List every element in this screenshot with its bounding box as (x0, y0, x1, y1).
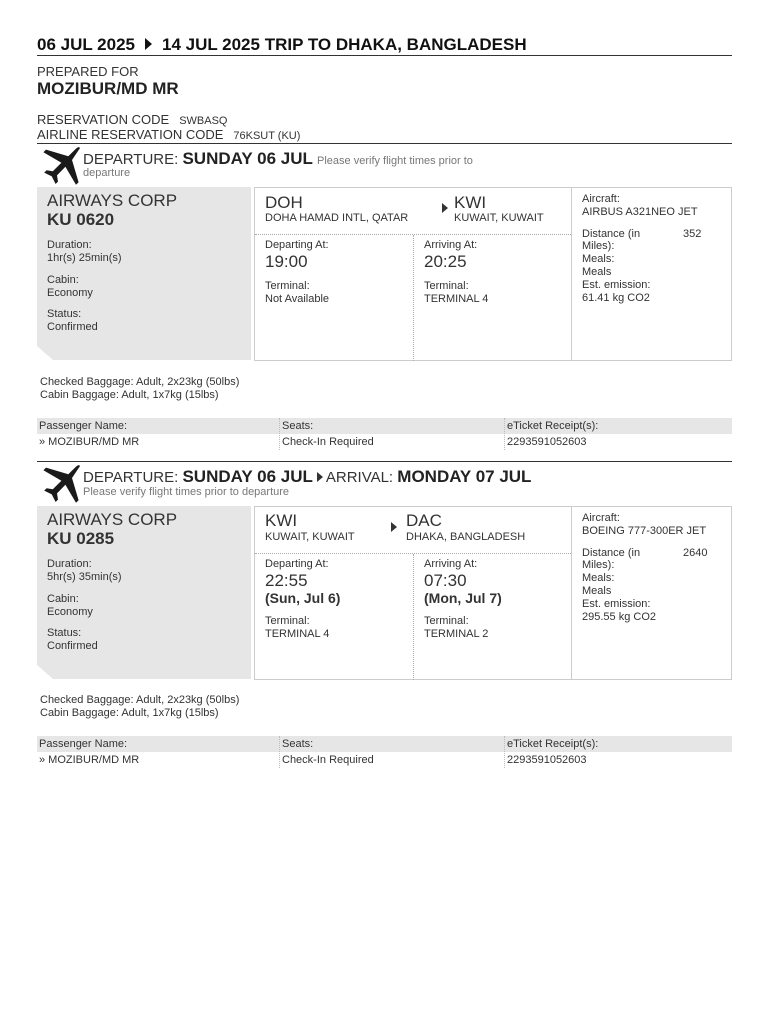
airline-name: AIRWAYS CORP (47, 510, 178, 529)
eticket-header: eTicket Receipt(s): (507, 420, 599, 432)
column-divider (504, 418, 505, 450)
arrival-terminal: TERMINAL 2 (424, 628, 489, 640)
distance-label-unit: Miles): (582, 240, 615, 252)
departing-time: 22:55 (265, 571, 308, 590)
arriving-time: 07:30 (424, 571, 467, 590)
eticket-header: eTicket Receipt(s): (507, 738, 599, 750)
arrival-terminal: TERMINAL 4 (424, 293, 489, 305)
aircraft-label: Aircraft: (582, 193, 620, 205)
route-arrow-icon (391, 522, 397, 532)
passenger-table-header (37, 736, 732, 752)
passenger-table (37, 736, 732, 768)
trip-end-title: 14 JUL 2025 TRIP TO DHAKA, BANGLADESH (161, 35, 527, 54)
route-times-box (254, 506, 572, 680)
departure-heading (83, 467, 531, 487)
duration-label: Duration: (47, 239, 92, 251)
eticket-cell: 2293591052603 (507, 436, 587, 448)
departure-terminal-label: Terminal: (265, 280, 310, 292)
prepared-for-label: PREPARED FOR (37, 64, 139, 79)
trip-title (37, 35, 732, 56)
status-value: Confirmed (47, 640, 98, 652)
distance-value: 2640 (683, 547, 708, 559)
status-label: Status: (47, 627, 82, 639)
departing-at-label: Departing At: (265, 558, 329, 570)
airline-info-box (37, 187, 251, 360)
airline-reservation-code-label: AIRLINE RESERVATION CODE (37, 127, 224, 142)
departure-terminal-label: Terminal: (265, 615, 310, 627)
airplane-icon (39, 465, 81, 505)
corner-fold (37, 665, 53, 679)
seats-cell: Check-In Required (282, 754, 374, 766)
flight-segment-1 (37, 143, 732, 453)
flight-number: KU 0620 (47, 210, 115, 229)
cabin-label: Cabin: (47, 593, 79, 605)
checked-baggage: Checked Baggage: Adult, 2x23kg (50lbs) (40, 376, 240, 388)
passenger-table-header (37, 418, 732, 434)
airline-reservation-code-value: 76KSUT (KU) (233, 130, 301, 142)
duration-label: Duration: (47, 558, 92, 570)
duration-value: 5hr(s) 35min(s) (47, 571, 122, 583)
column-divider (279, 736, 280, 768)
destination-city: KUWAIT, KUWAIT (454, 212, 544, 224)
origin-city: KUWAIT, KUWAIT (265, 531, 355, 543)
departing-time: 19:00 (265, 252, 308, 271)
cabin-label: Cabin: (47, 274, 79, 286)
departure-heading (83, 149, 473, 169)
arrival-label: ARRIVAL: (325, 469, 394, 486)
route-row (255, 507, 571, 554)
verify-note: Please verify flight times prior to (317, 155, 473, 167)
distance-label-unit: Miles): (582, 559, 615, 571)
origin-code: KWI (265, 511, 298, 530)
departure-label: DEPARTURE: (83, 151, 179, 168)
aircraft-value: BOEING 777-300ER JET (582, 525, 707, 537)
departure-day: SUNDAY 06 JUL (182, 467, 313, 486)
route-arrow-icon (442, 203, 448, 213)
destination-code: DAC (406, 511, 442, 530)
aircraft-value: AIRBUS A321NEO JET (582, 206, 698, 218)
emission-value: 61.41 kg CO2 (582, 292, 650, 304)
route-row (255, 188, 571, 235)
segment-divider (37, 143, 732, 144)
passenger-table (37, 418, 732, 450)
departure-terminal: Not Available (265, 293, 330, 305)
cabin-baggage: Cabin Baggage: Adult, 1x7kg (15lbs) (40, 707, 219, 719)
emission-label: Est. emission: (582, 279, 651, 291)
passenger-name-header: Passenger Name: (39, 420, 128, 432)
flight-number: KU 0285 (47, 529, 115, 548)
departing-date: (Sun, Jul 6) (265, 590, 341, 606)
seats-header: Seats: (282, 738, 314, 750)
seats-cell: Check-In Required (282, 436, 374, 448)
cabin-value: Economy (47, 606, 93, 618)
passenger-name-cell: » MOZIBUR/MD MR (39, 754, 140, 766)
departure-day: SUNDAY 06 JUL (182, 149, 313, 168)
column-divider (413, 235, 414, 361)
passenger-name: MOZIBUR/MD MR (37, 79, 179, 98)
reservation-code-row (37, 112, 228, 127)
corner-fold (37, 346, 53, 360)
status-label: Status: (47, 308, 82, 320)
aircraft-label: Aircraft: (582, 512, 620, 524)
column-divider (413, 554, 414, 680)
verify-note: Please verify flight times prior to departure (83, 486, 290, 498)
flight-segment-2 (37, 461, 732, 781)
play-arrow-icon (317, 472, 323, 482)
arrival-day: MONDAY 07 JUL (397, 467, 532, 486)
aircraft-info-box (571, 187, 732, 361)
departing-at-label: Departing At: (265, 239, 329, 251)
departure-terminal: TERMINAL 4 (265, 628, 330, 640)
arrival-terminal-label: Terminal: (424, 280, 469, 292)
origin-city: DOHA HAMAD INTL, QATAR (265, 212, 409, 224)
seats-header: Seats: (282, 420, 314, 432)
cabin-baggage: Cabin Baggage: Adult, 1x7kg (15lbs) (40, 389, 219, 401)
arriving-date: (Mon, Jul 7) (424, 590, 502, 606)
verify-note-continued: departure (83, 167, 131, 179)
trip-start-date: 06 JUL 2025 (37, 35, 135, 54)
departure-label: DEPARTURE: (83, 469, 179, 486)
airline-reservation-code-row (37, 127, 300, 142)
play-arrow-icon (145, 38, 152, 50)
eticket-cell: 2293591052603 (507, 754, 587, 766)
distance-label: Distance (in (582, 547, 641, 559)
meals-value: Meals (582, 585, 612, 597)
reservation-code-value: SWBASQ (179, 115, 228, 127)
airline-name: AIRWAYS CORP (47, 191, 178, 210)
passenger-name-header: Passenger Name: (39, 738, 128, 750)
destination-city: DHAKA, BANGLADESH (406, 531, 526, 543)
aircraft-info-box (571, 506, 732, 680)
passenger-name-cell: » MOZIBUR/MD MR (39, 436, 140, 448)
segment-divider (37, 461, 732, 462)
emission-value: 295.55 kg CO2 (582, 611, 656, 623)
destination-code: KWI (454, 193, 487, 212)
column-divider (279, 418, 280, 450)
route-times-box (254, 187, 572, 361)
status-value: Confirmed (47, 321, 98, 333)
duration-value: 1hr(s) 25min(s) (47, 252, 122, 264)
arrival-terminal-label: Terminal: (424, 615, 469, 627)
column-divider (504, 736, 505, 768)
airline-info-box (37, 506, 251, 679)
distance-value: 352 (683, 228, 702, 240)
origin-code: DOH (265, 193, 303, 212)
meals-label: Meals: (582, 253, 615, 265)
meals-value: Meals (582, 266, 612, 278)
arriving-at-label: Arriving At: (424, 239, 478, 251)
arriving-time: 20:25 (424, 252, 467, 271)
meals-label: Meals: (582, 572, 615, 584)
checked-baggage: Checked Baggage: Adult, 2x23kg (50lbs) (40, 694, 240, 706)
cabin-value: Economy (47, 287, 93, 299)
emission-label: Est. emission: (582, 598, 651, 610)
airplane-icon (39, 147, 81, 187)
arriving-at-label: Arriving At: (424, 558, 478, 570)
distance-label: Distance (in (582, 228, 641, 240)
reservation-code-label: RESERVATION CODE (37, 112, 170, 127)
